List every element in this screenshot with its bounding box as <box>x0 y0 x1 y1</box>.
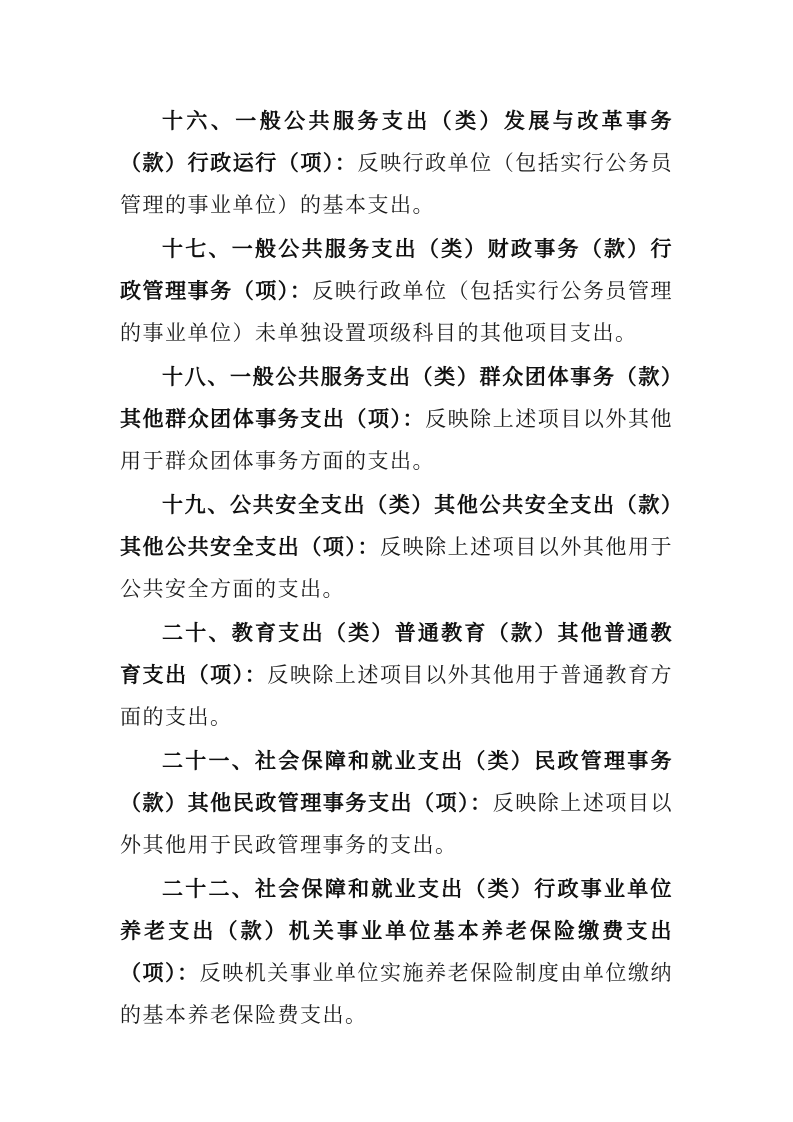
paragraph-term: 二十、教育支出（类）普通教育（款）其他普通教育支出（项）： <box>120 620 673 687</box>
paragraph-description: 反映除上述项目以外其他用于普通教育方面的支出。 <box>120 663 674 729</box>
paragraph-description: 反映除上述项目以外其他用于民政管理事务的支出。 <box>120 791 674 857</box>
paragraph-17 <box>120 228 673 354</box>
paragraph-description: 反映除上述项目以外其他用于公共安全方面的支出。 <box>120 535 673 601</box>
paragraph-description: 反映行政单位（包括实行公务员管理的事业单位）未单独设置项级科目的其他项目支出。 <box>120 279 673 345</box>
paragraph-term: 十八、一般公共服务支出（类）群众团体事务（款）其他群众团体事务支出（项）： <box>120 364 673 431</box>
paragraph-19 <box>120 484 673 610</box>
paragraph-18 <box>120 356 673 482</box>
paragraph-term: 二十一、社会保障和就业支出（类）民政管理事务（款）其他民政管理事务支出（项）： <box>120 748 673 815</box>
paragraph-description: 反映行政单位（包括实行公务员管理的事业单位）的基本支出。 <box>120 151 674 217</box>
paragraph-description: 反映除上述项目以外其他用于群众团体事务方面的支出。 <box>120 407 674 473</box>
paragraph-term: 十九、公共安全支出（类）其他公共安全支出（款）其他公共安全支出（项）： <box>120 492 673 559</box>
paragraph-description: 反映机关事业单位实施养老保险制度由单位缴纳的基本养老保险费支出。 <box>120 961 674 1027</box>
paragraph-22 <box>120 868 673 1036</box>
paragraph-term: 十七、一般公共服务支出（类）财政事务（款）行政管理事务（项）： <box>120 236 673 303</box>
paragraph-term: 十六、一般公共服务支出（类）发展与改革事务（款）行政运行（项）： <box>120 108 673 175</box>
paragraph-16 <box>120 100 673 226</box>
paragraph-20 <box>120 612 673 738</box>
paragraph-term: 二十二、社会保障和就业支出（类）行政事业单位养老支出（款）机关事业单位基本养老保险缴费支出（项）： <box>120 876 673 985</box>
paragraph-21 <box>120 740 673 866</box>
